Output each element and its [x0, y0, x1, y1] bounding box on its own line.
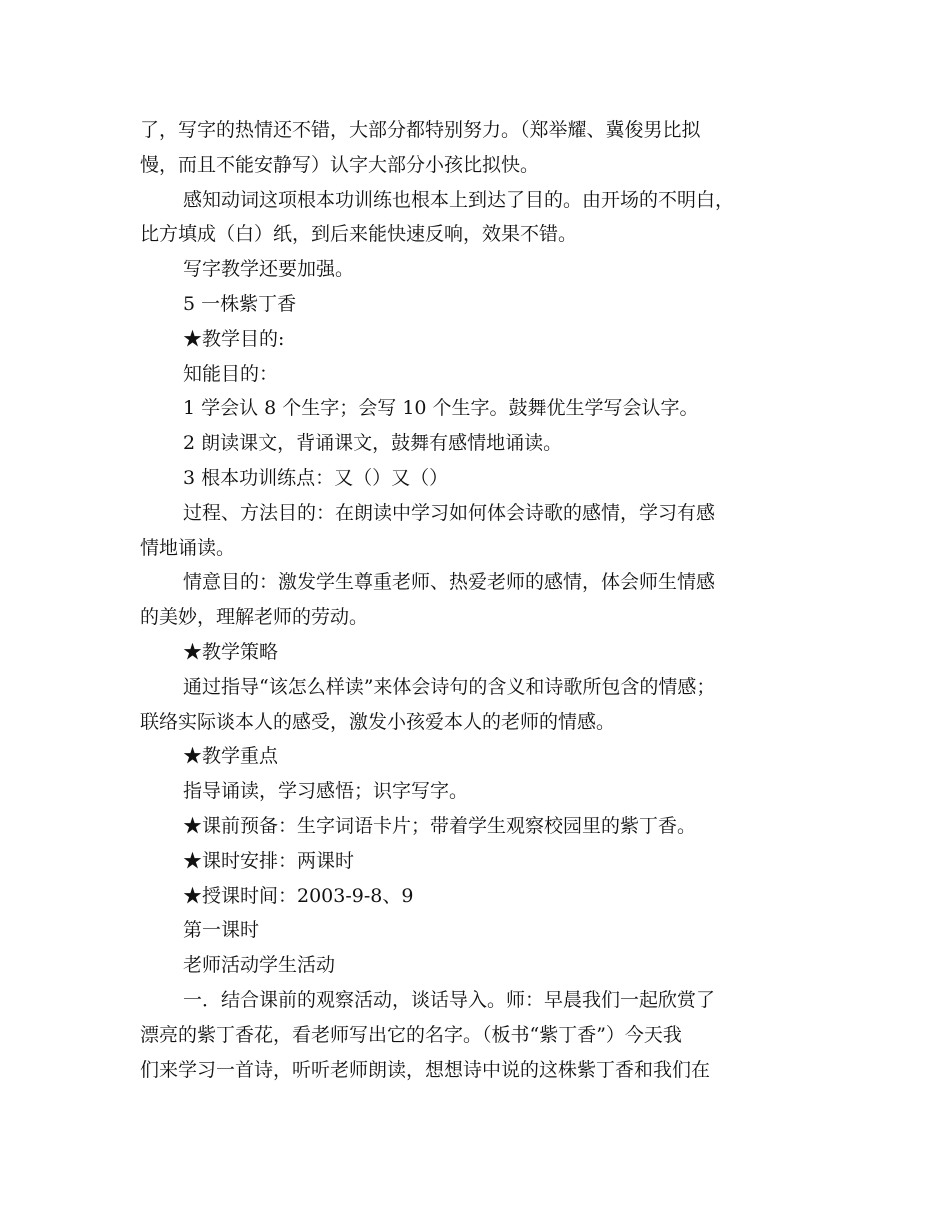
text-line: 老师活动学生活动	[183, 954, 336, 977]
paragraph	[140, 809, 820, 844]
text-line: ★授课时间：2003-9-8、9	[183, 884, 414, 907]
text-line: 感知动词这项根本功训练也根本上到达了目的。由开场的不明白，	[183, 188, 735, 211]
text-line: 联络实际谈本人的感受，激发小孩爱本人的老师的情感。	[140, 710, 616, 733]
paragraph	[140, 391, 820, 426]
text-line: 们来学习一首诗，听听老师朗读，想想诗中说的这株紫丁香和我们在	[140, 1058, 711, 1081]
paragraph	[140, 113, 820, 183]
text-line: 通过指导“该怎么样读”来体会诗句的含义和诗歌所包含的情感；	[183, 675, 716, 698]
text-line: ★教学重点	[183, 745, 279, 768]
paragraph	[140, 670, 820, 740]
text-line: ★课前预备：生字词语卡片；带着学生观察校园里的紫丁香。	[183, 814, 697, 837]
paragraph	[140, 774, 820, 809]
text-line: 2 朗读课文，背诵课文，鼓舞有感情地诵读。	[183, 432, 563, 455]
text-line: 比方填成（白）纸，到后来能快速反响，效果不错。	[140, 223, 578, 246]
paragraph	[140, 426, 820, 461]
text-line: 漂亮的紫丁香花，看老师写出它的名字。（板书“紫丁香”）今天我	[140, 1023, 682, 1046]
paragraph	[140, 565, 820, 635]
document-body	[140, 113, 820, 1087]
text-line: ★教学目的:	[183, 327, 285, 350]
text-line: 知能目的：	[183, 362, 279, 385]
paragraph	[140, 635, 820, 670]
paragraph	[140, 287, 820, 322]
text-line: 情意目的：激发学生尊重老师、热爱老师的感情，体会师生情感	[183, 571, 716, 594]
paragraph	[140, 322, 820, 357]
text-line: 一．结合课前的观察活动，谈话导入。师：早晨我们一起欣赏了	[183, 988, 716, 1011]
paragraph	[140, 739, 820, 774]
paragraph	[140, 183, 820, 253]
paragraph	[140, 844, 820, 879]
text-line: ★课时安排：两课时	[183, 849, 355, 872]
text-line: 的美妙，理解老师的劳动。	[140, 606, 369, 629]
text-line: 1 学会认 8 个生字；会写 10 个生字。鼓舞优生学写会认字。	[183, 397, 699, 420]
text-line: 了，写字的热情还不错，大部分都特别努力。（郑举耀、冀俊男比拟	[140, 119, 701, 141]
paragraph	[140, 461, 820, 496]
paragraph	[140, 496, 820, 566]
text-line: ★教学策略	[183, 640, 279, 663]
text-line: 情地诵读。	[140, 536, 236, 559]
text-line: 慢，而且不能安静写）认字大部分小孩比拟快。	[140, 153, 540, 176]
paragraph	[140, 879, 820, 914]
text-line: 指导诵读，学习感悟；识字写字。	[183, 780, 469, 803]
text-line: 5 一株紫丁香	[183, 292, 297, 315]
text-line: 第一课时	[183, 919, 260, 942]
paragraph	[140, 948, 820, 983]
text-line: 写字教学还要加强。	[183, 258, 355, 281]
text-line: 过程、方法目的：在朗读中学习如何体会诗歌的感情，学习有感	[183, 501, 716, 524]
paragraph	[140, 913, 820, 948]
paragraph	[140, 252, 820, 287]
paragraph	[140, 357, 820, 392]
paragraph	[140, 983, 820, 1087]
text-line: 3 根本功训练点：又（）又（）	[183, 466, 449, 489]
